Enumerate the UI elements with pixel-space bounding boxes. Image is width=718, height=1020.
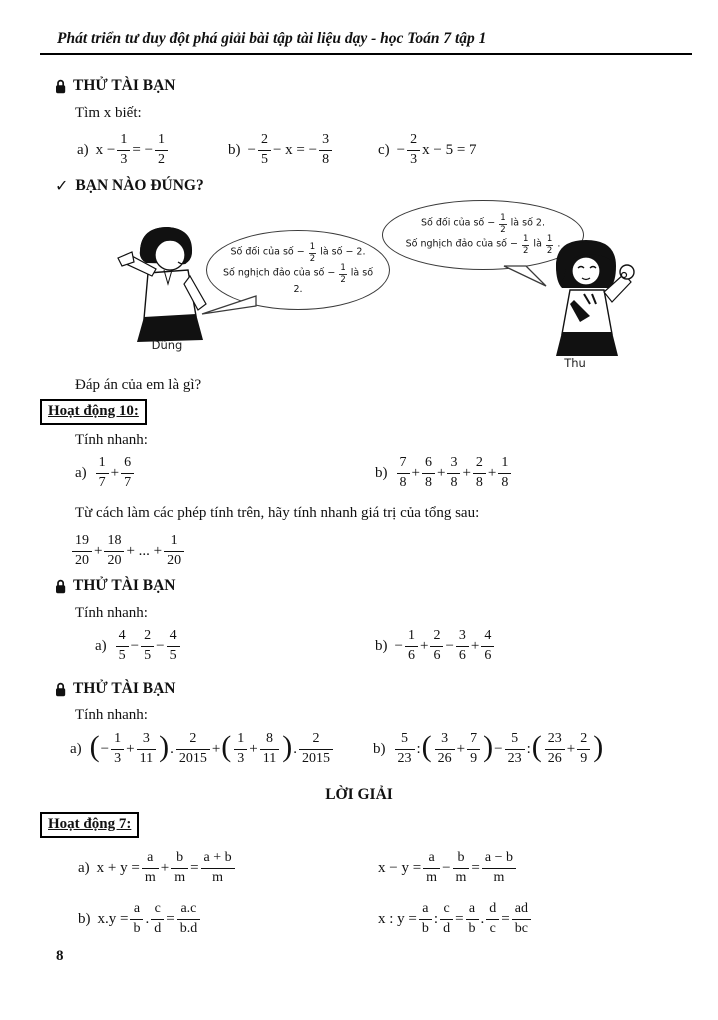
equation-item	[75, 450, 136, 496]
formula: x : y = $\frac{a}{b}$ : $\frac{c}{d}$ = $\frac{a}{b}$ . $\frac{d}{c}$ = $\frac{ad}{bc}$	[378, 902, 533, 936]
section-heading: THỬ TÀI BẠN	[73, 577, 176, 594]
lock-icon	[55, 79, 66, 94]
item-label: a)	[78, 859, 90, 876]
equation-item	[375, 450, 513, 496]
equation: − $\frac{1}{6}$ + $\frac{2}{6}$ − $\frac{3}{6}$ + $\frac{4}{6}$	[395, 629, 497, 663]
boy-drawing	[112, 224, 227, 342]
section-try-talent-1	[55, 77, 176, 95]
formula-item	[378, 845, 518, 891]
formula: x − y = $\frac{a}{m}$ − $\frac{b}{m}$ = $\frac{a - b}{m}$	[378, 851, 518, 885]
boy-name-label: Dũng	[151, 338, 183, 352]
equation: $\frac{4}{5}$ − $\frac{2}{5}$ − $\frac{4}{5}$	[114, 629, 182, 663]
formula-item	[378, 896, 533, 942]
page-header	[40, 30, 692, 55]
section-try-talent-2	[55, 577, 176, 595]
section-heading: THỬ TÀI BẠN	[73, 680, 176, 697]
page-number: 8	[56, 948, 64, 964]
bubble-text-line: Số nghịch đảo của số − $\frac{1}{2}$ là $\frac{1}{2}$ .	[405, 234, 561, 256]
equation-item	[228, 127, 334, 173]
section-try-talent-3	[55, 680, 176, 698]
formula-row	[0, 896, 718, 942]
item-label: b)	[373, 740, 386, 757]
comic-illustration	[100, 198, 665, 370]
activity-7-box: Hoạt động 7:	[40, 812, 139, 838]
equation-item	[77, 127, 170, 173]
item-label: b)	[375, 637, 388, 654]
formula-row	[0, 845, 718, 891]
section-who-is-right	[55, 176, 204, 195]
equation-row	[0, 623, 718, 669]
page-header-title: Phát triển tư duy đột phá giải bài tập tài liệu dạy - học Toán 7 tập 1	[57, 30, 487, 47]
prompt-quick-calc: Tính nhanh:	[75, 605, 148, 621]
section-heading: THỬ TÀI BẠN	[73, 77, 176, 94]
bubble-text-line: Số đối của số − $\frac{1}{2}$ là số 2.	[421, 213, 545, 236]
formula: x.y = $\frac{a}{b}$ . $\frac{c}{d}$ = $\frac{a.c}{b.d}$	[98, 902, 203, 936]
activity-10-note: Từ cách làm các phép tính trên, hãy tính nhanh giá trị của tổng sau:	[75, 505, 480, 521]
solutions-title: LỜI GIẢI	[325, 786, 393, 803]
equation: ( − $\frac{1}{3}$ + $\frac{3}{11}$ ) . $\frac{2}{2015}$ + ( $\frac{1}{3}$ + $\frac{8}{11}$ ) . $\frac{2}{2015}$	[89, 732, 335, 766]
sum-expression	[70, 528, 186, 574]
item-label: a)	[77, 141, 89, 158]
equation: $\frac{1}{7}$ + $\frac{6}{7}$	[94, 456, 136, 490]
item-label: b)	[78, 910, 91, 927]
equation: − $\frac{2}{5}$ − x = − $\frac{3}{8}$	[248, 133, 335, 167]
item-label: c)	[378, 141, 390, 158]
equation: $\frac{19}{20}$ + $\frac{18}{20}$ + ... + $\frac{1}{20}$	[70, 534, 186, 568]
prompt-quick-calc: Tính nhanh:	[75, 432, 148, 448]
equation: $\frac{7}{8}$ + $\frac{6}{8}$ + $\frac{3}{8}$ + $\frac{2}{8}$ + $\frac{1}{8}$	[395, 456, 514, 490]
formula-item	[78, 896, 202, 942]
item-label: a)	[75, 464, 87, 481]
speech-bubble-tail	[200, 294, 258, 316]
equation-item	[375, 623, 496, 669]
equation-item	[95, 623, 182, 669]
item-label: b)	[375, 464, 388, 481]
bubble-text-line: Số nghịch đảo của số − $\frac{1}{2}$ là số 2.	[222, 262, 374, 296]
section-heading: BẠN NÀO ĐÚNG?	[75, 176, 204, 194]
formula-item	[78, 845, 237, 891]
lock-icon	[55, 682, 66, 697]
equation-row	[0, 450, 718, 496]
prompt-find-x: Tìm x biết:	[75, 105, 142, 121]
equation-row	[0, 127, 718, 173]
girl-name-label: Thu	[564, 356, 586, 370]
equation: − $\frac{2}{3}$ x − 5 = 7	[396, 131, 477, 167]
equation: $\frac{5}{23}$ : ( $\frac{3}{26}$ + $\frac{7}{9}$ ) − $\frac{5}{23}$ : ( $\frac{23}{26}$ + $\frac{2}{9}$ )	[393, 732, 605, 766]
activity-10-box: Hoạt động 10:	[40, 399, 147, 425]
girl-drawing	[530, 238, 642, 358]
equation-item	[378, 127, 477, 173]
item-label: a)	[70, 740, 82, 757]
equation-row	[0, 725, 718, 771]
check-icon: ✓	[55, 176, 69, 195]
equation-item	[373, 725, 604, 773]
prompt-quick-calc: Tính nhanh:	[75, 707, 148, 723]
formula: x + y = $\frac{a}{m}$ + $\frac{b}{m}$ = $\frac{a + b}{m}$	[97, 851, 237, 885]
lock-icon	[55, 579, 66, 594]
question-text: Đáp án của em là gì?	[75, 377, 202, 393]
equation-item	[70, 725, 335, 773]
item-label: a)	[95, 637, 107, 654]
equation: x − $\frac{1}{3}$ = − $\frac{1}{2}$	[96, 133, 170, 167]
bubble-text-line: Số đối của số − $\frac{1}{2}$ là số − 2.	[230, 241, 366, 264]
item-label: b)	[228, 141, 241, 158]
